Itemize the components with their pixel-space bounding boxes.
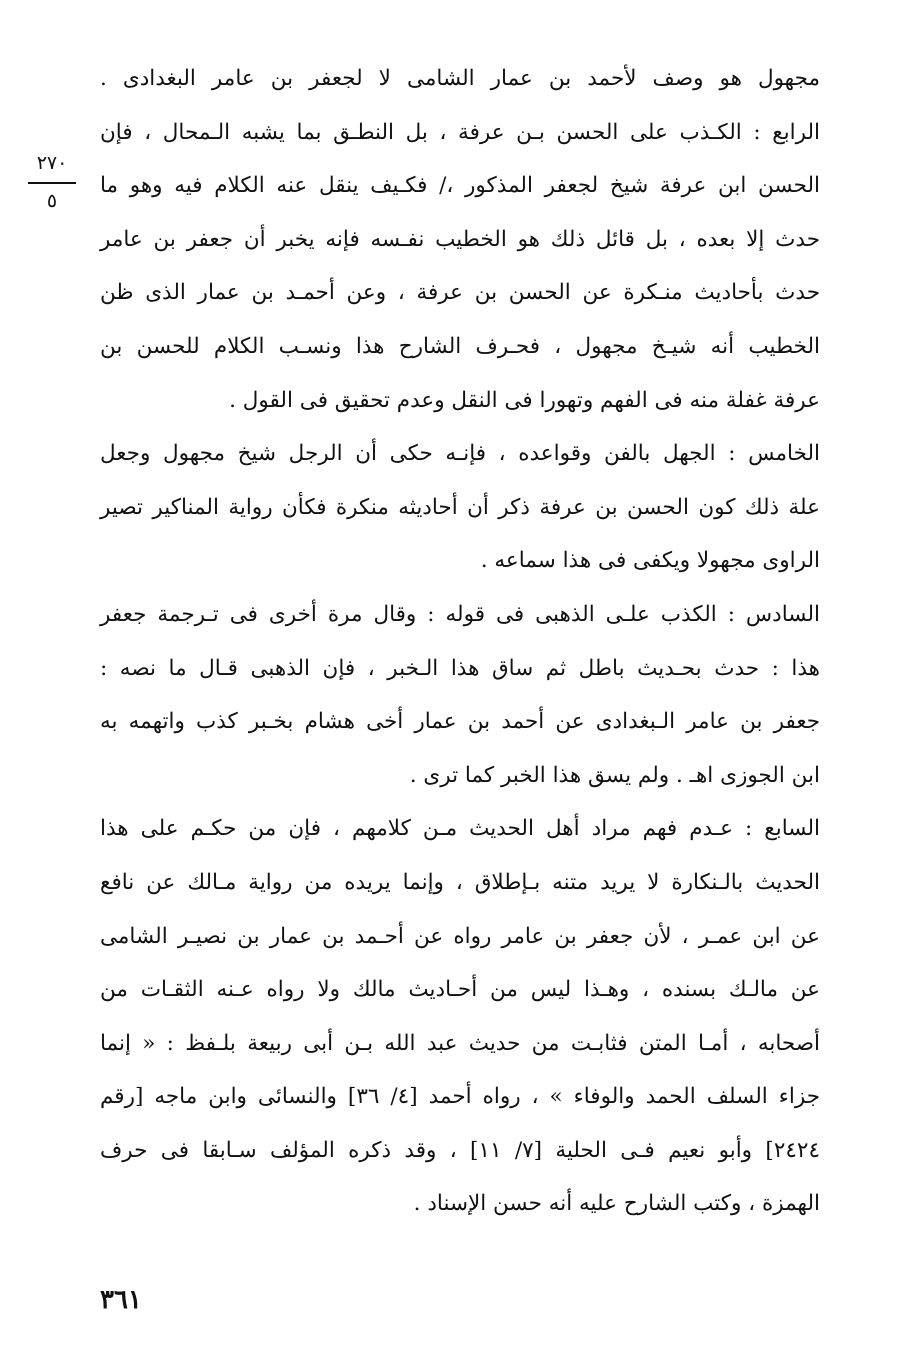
- text-line: الحسن ابن عرفة شيخ لجعفر المذكور ،/ فكـيف ينقل عنه الكلام فيه وهو ما: [100, 173, 820, 199]
- main-text: [100, 52, 820, 1231]
- margin-reference-top: ٢٧٠: [36, 152, 68, 174]
- text-line: ٢٤٢٤] وأبو نعيم فـى الحلية [٧/ ١١] ، وقد ذكره المؤلف سـابقا فى حرف: [100, 1137, 821, 1163]
- text-line: علة ذلك كون الحسن بن عرفة ذكر أن أحاديثه منكرة فكأن رواية المناكير تصير: [100, 494, 820, 520]
- page-number: ٣٦١: [100, 1285, 142, 1315]
- margin-reference: [24, 150, 80, 214]
- text-line: الحديث بالـنكارة لا يريد متنه بـإطلاق ، وإنما يريده من رواية مـالك عن نافع: [100, 869, 820, 895]
- text-line: الخامس : الجهل بالفن وقواعده ، فإنـه حكى أن الرجل شيخ مجهول وجعل: [100, 441, 820, 467]
- text-line: عن مالـك بسنده ، وهـذا ليس من أحـاديث مالك ولا رواه عـنه الثقـات من: [100, 977, 820, 1003]
- text-line: أصحابه ، أمـا المتن فثابـت من حديث عبد الله بـن أبى ربيعة بلـفظ : « إنما: [100, 1030, 820, 1056]
- text-line: هذا : حدث بحـديث باطل ثم ساق هذا الـخبر ، فإن الذهبى قـال ما نصه :: [100, 655, 820, 681]
- text-line: الخطيب أنه شيـخ مجهول ، فحـرف الشارح هذا ونسـب الكلام للحسن بن: [100, 333, 820, 359]
- text-line: حدث بأحاديث منـكرة عن الحسن بن عرفة ، وعن أحمـد بن عمار الذى ظن: [100, 280, 820, 306]
- text-line: مجهول هو وصف لأحمد بن عمار الشامى لا لجعفر بن عامر البغدادى .: [100, 66, 820, 91]
- text-line: السابع : عـدم فهم مراد أهل الحديث مـن كلامهم ، فإن من حكـم على هذا: [100, 816, 820, 842]
- text-line: الرابع : الكـذب على الحسن بـن عرفة ، بل النطـق بما يشبه الـمحال ، فإن: [100, 119, 820, 145]
- text-line: عرفة غفلة منه فى الفهم وتهورا فى النقل وعدم تحقيق فى القول .: [229, 387, 820, 413]
- text-line: عن ابن عمـر ، لأن جعفر بن عامر رواه عن أحـمد بن عمار بن نصيـر الشامى: [100, 923, 820, 949]
- text-line: حدث إلا بعده ، بل قائل ذلك هو الخطيب نفـسه فإنه يخبر أن جعفر بن عامر: [100, 226, 820, 252]
- text-line: الهمزة ، وكتب الشارح عليه أنه حسن الإسناد .: [413, 1191, 820, 1217]
- text-line: جعفر بن عامر الـبغدادى عن أحمد بن عمار أخى هشام بخـبر كذب واتهمه به: [100, 709, 820, 735]
- margin-reference-rule: [28, 182, 76, 184]
- margin-reference-bottom: ٥: [46, 190, 58, 212]
- text-line: الراوى مجهولا ويكفى فى هذا سماعه .: [480, 548, 820, 574]
- text-line: جزاء السلف الحمد والوفاء » ، رواه أحمد [٤/ ٣٦] والنسائى وابن ماجه [رقم: [100, 1084, 820, 1110]
- text-line: ابن الجوزى اهـ . ولم يسق هذا الخبر كما ترى .: [409, 762, 820, 788]
- text-line: السادس : الكذب علـى الذهبى فى قوله : وقال مرة أخرى فى تـرجمة جعفر: [100, 601, 820, 627]
